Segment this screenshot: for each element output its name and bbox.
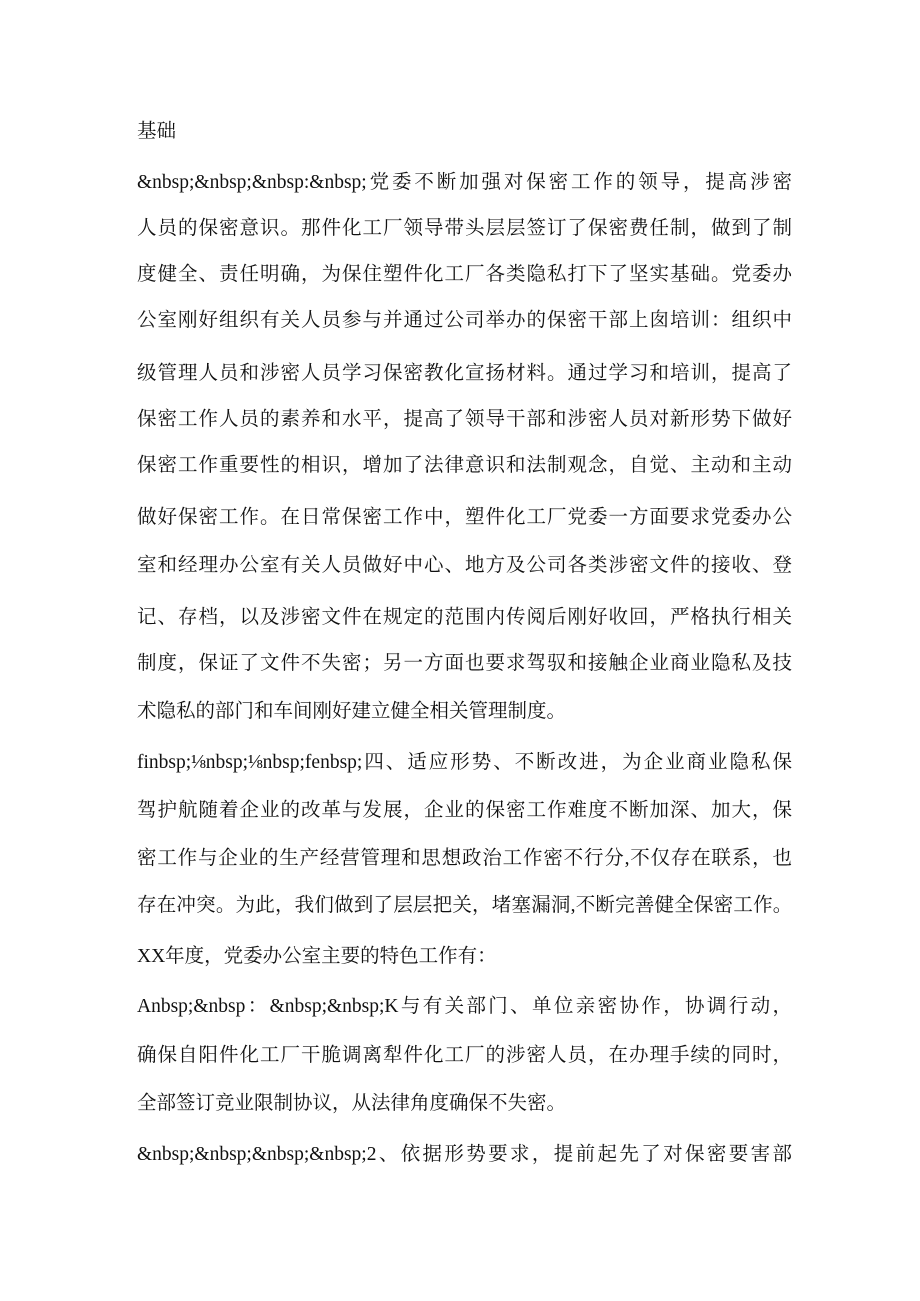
text-line: &nbsp;&nbsp;&nbsp:&nbsp;党委不断加强对保密工作的领导，提高涉密 — [137, 172, 792, 193]
text-line: 驾护航随着企业的改革与发展，企业的保密工作难度不断加深、加大，保 — [137, 800, 792, 821]
text-line: 制度，保证了文件不失密；另一方面也要求驾驭和接触企业商业隐私及技 — [137, 653, 792, 674]
text-line: Anbsp;&nbsp：&nbsp;&nbsp;K与有关部门、单位亲密协作，协调行动， — [137, 996, 792, 1017]
text-line: XX年度，党委办公室主要的特色工作有： — [137, 946, 497, 967]
text-line: 术隐私的部门和车间刚好建立健全相关管理制度。 — [137, 701, 567, 722]
text-line: 记、存档，以及涉密文件在规定的范围内传阅后刚好收回，严格执行相关 — [137, 607, 792, 628]
text-line: 存在冲突。为此，我们做到了层层把关，堵塞漏洞,不断完善健全保密工作。 — [137, 895, 792, 916]
text-line: 全部签订竞业限制协议，从法律角度确保不失密。 — [137, 1093, 567, 1114]
text-line: finbsp;⅛nbsp;⅛nbsp;fenbsp;四、适应形势、不断改进，为企业商业隐私保 — [137, 752, 792, 773]
text-line: 室和经理办公室有关人员做好中心、地方及公司各类涉密文件的接收、登 — [137, 555, 792, 576]
text-line: 公室刚好组织有关人员参与并通过公司举办的保密干部上囱培训：组织中 — [137, 310, 792, 331]
text-line: 做好保密工作。在日常保密工作中，塑件化工厂党委一方面要求党委办公 — [137, 507, 792, 528]
text-line: 密工作与企业的生产经营管理和思想政治工作密不行分,不仅存在联系，也 — [137, 848, 792, 869]
text-line: &nbsp;&nbsp;&nbsp;&nbsp;2、依据形势要求，提前起先了对保密要害部 — [137, 1144, 792, 1165]
text-line: 基础 — [137, 121, 177, 142]
text-line: 度健全、责任明确，为保住塑件化工厂各类隐私打下了坚实基础。党委办 — [137, 264, 792, 285]
text-line: 保密工作重要性的相识，增加了法律意识和法制观念，自觉、主动和主动 — [137, 455, 792, 476]
text-line: 人员的保密意识。那件化工厂领导带头层层签订了保密费任制，做到了制 — [137, 218, 792, 239]
text-line: 级管理人员和涉密人员学习保密教化宣扬材料。通过学习和培训，提高了 — [137, 363, 792, 384]
text-line: 保密工作人员的素养和水平，提高了领导干部和涉密人员对新形势下做好 — [137, 409, 792, 430]
text-line: 确保自阳件化工厂干脆调离犁件化工厂的涉密人员，在办理手续的同时， — [137, 1045, 792, 1066]
